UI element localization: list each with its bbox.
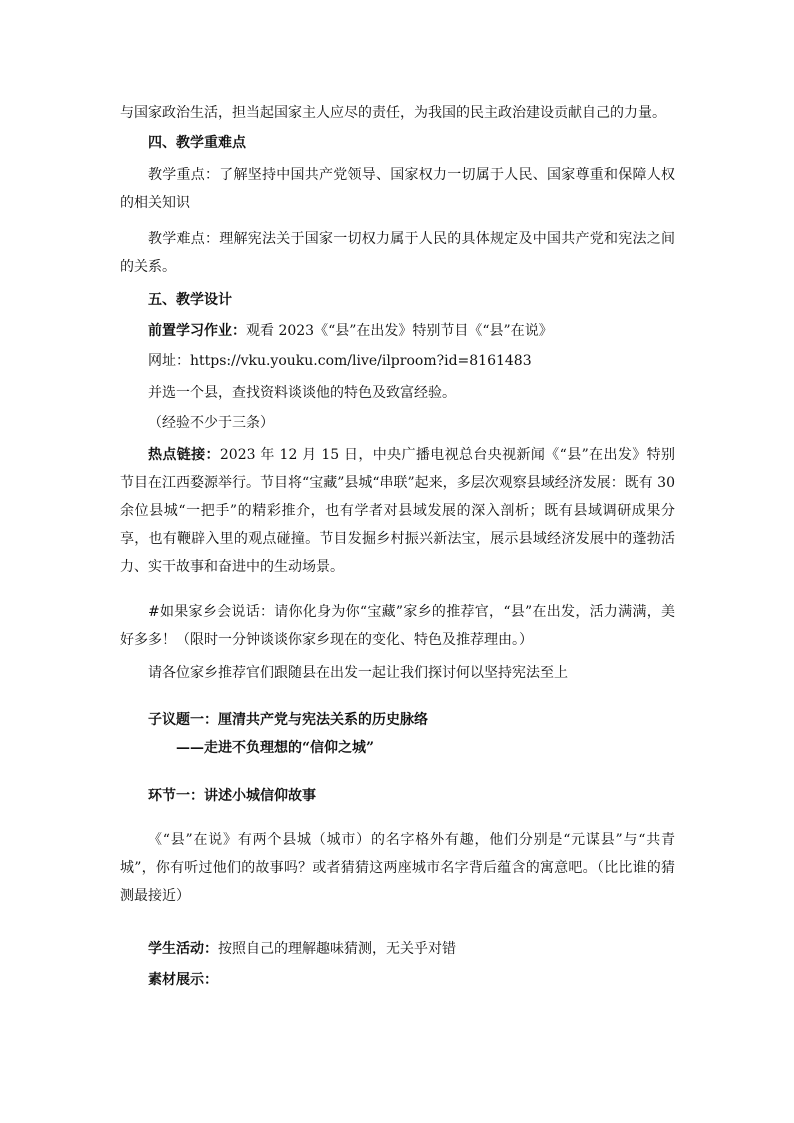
- text-key-focus: 了解坚持中国共产党领导、国家权力一切属于人民、国家尊重和保障人权的相关知识: [120, 167, 675, 211]
- label-key-focus: 教学重点：: [148, 167, 220, 183]
- heading-key-points: 四、教学重难点: [148, 135, 246, 151]
- paragraph-hot-link: [120, 441, 675, 581]
- text-student-activity: 按照自己的理解趣味猜测，无关乎对错: [218, 941, 456, 957]
- paragraph-invitation: 请各位家乡推荐官们跟随县在出发一起让我们探讨何以坚持宪法至上: [148, 665, 568, 681]
- paragraph-choose-county: 并选一个县，查找资料谈谈他的特色及致富经验。: [148, 385, 456, 401]
- paragraph-preview-task: [120, 317, 675, 345]
- label-key-difficulty: 教学难点：: [148, 231, 220, 247]
- paragraph-text: 与国家政治生活，担当起国家主人应尽的责任，为我国的民主政治建设贡献自己的力量。: [120, 105, 666, 121]
- section-link-one: 环节一：讲述小城信仰故事: [148, 788, 316, 804]
- sub-topic-one-subtitle: ——走进不负理想的“信仰之城”: [176, 740, 375, 756]
- sub-topic-one-title: 子议题一：厘清共产党与宪法关系的历史脉络: [148, 712, 428, 728]
- paragraph-material-display: 素材展示：: [148, 972, 218, 988]
- paragraph-county-names: 《“县”在说》有两个县城（城市）的名字格外有趣，他们分别是“元谋县”与“共青城”，你有听过他们的故事吗？或者猜猜这两座城市名字背后蕴含的寓意吧。（比比谁的猜测最接近）: [120, 832, 675, 904]
- text-preview-task: 观看 2023《“县”在出发》特别节目《“县”在说》: [246, 323, 553, 339]
- label-preview-task: 前置学习作业：: [148, 323, 246, 339]
- paragraph-democracy: [120, 99, 675, 127]
- paragraph-hometown-talk: #如果家乡会说话：请你化身为你“宝藏”家乡的推荐官，“县”在出发，活力满满，美好多多！（限时一分钟谈谈你家乡现在的变化、特色及推荐理由。）: [120, 604, 675, 648]
- label-student-activity: 学生活动：: [148, 941, 218, 957]
- paragraph-key-difficulty: [120, 225, 675, 281]
- text-key-difficulty: 理解宪法关于国家一切权力属于人民的具体规定及中国共产党和宪法之间的关系。: [120, 231, 675, 275]
- paragraph-experience-note: （经验不少于三条）: [148, 415, 274, 431]
- paragraph-website: 网址：https://vku.youku.com/live/ilproom?id=8161483: [148, 353, 532, 369]
- heading-teaching-design: 五、教学设计: [148, 292, 232, 308]
- paragraph-student-activity: [120, 935, 675, 963]
- paragraph-key-focus: [120, 161, 675, 217]
- text-hot-link: 2023 年 12 月 15 日，中央广播电视总台央视新闻《“县”在出发》特别节目在江西婺源举行。节目将“宝藏”县城“串联”起来，多层次观察县域经济发展：既有 30 余位县城“一把手”的精彩推介，也有学者对县域发展的深入剖析；既有县域调研成果分享，也有鞭辟入里的观点碰撞。节目发掘乡村振兴新法宝，展示县域经济发展中的蓬勃活力、实干故事和奋进中的生动场景。: [120, 447, 676, 575]
- label-hot-link: 热点链接：: [148, 447, 220, 463]
